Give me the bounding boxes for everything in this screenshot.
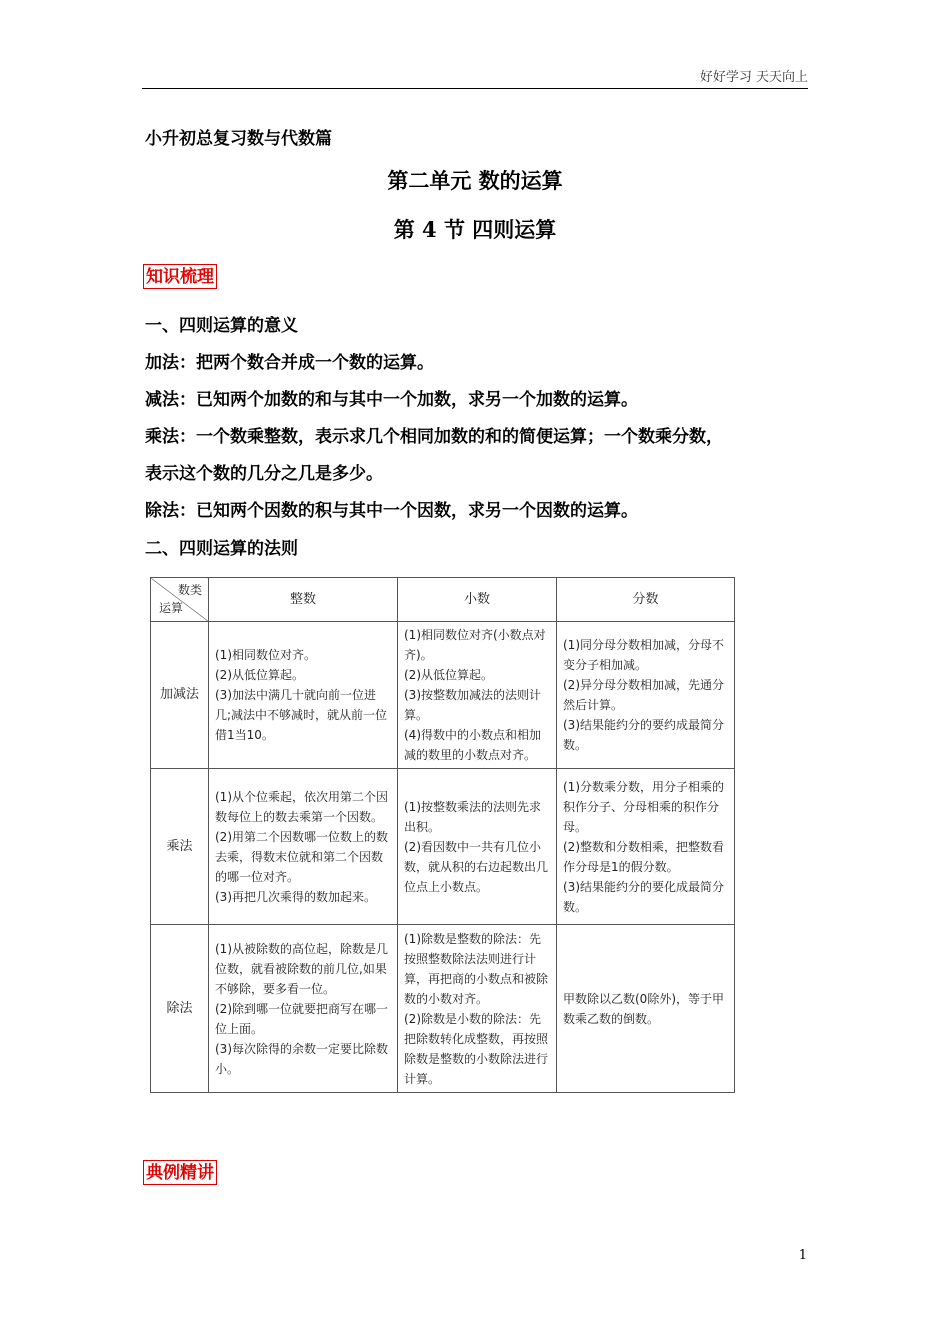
rule-line: (2)异分母分数相加减，先通分然后计算。 — [563, 678, 724, 712]
table-corner-cell — [151, 578, 209, 622]
cell-add-subtract-integer — [209, 622, 398, 769]
addition-definition: 加法：把两个数合并成一个数的运算。 — [145, 353, 434, 373]
rule-line: (3)加法中满几十就向前一位进几;减法中不够减时，就从前一位借1当10。 — [215, 688, 388, 742]
column-header-integer: 整数 — [209, 578, 398, 622]
knowledge-summary-label: 知识梳理 — [143, 264, 217, 289]
cell-multiply-decimal — [398, 769, 557, 925]
cell-divide-integer — [209, 925, 398, 1093]
header-rule — [142, 88, 808, 89]
rule-line: (1)除数是整数的除法：先按照整数除法法则进行计算，再把商的小数点和被除数的小数对齐。 — [404, 931, 549, 1006]
table-header-row — [151, 578, 735, 622]
cell-divide-decimal — [398, 925, 557, 1093]
rule-line: (3)按整数加减法的法则计算。 — [404, 688, 541, 722]
rule-line: (2)除到哪一位就要把商写在哪一位上面。 — [215, 1001, 388, 1036]
rule-line: (2)从低位算起。 — [404, 668, 493, 682]
page-header-text: 好好学习 天天向上 — [699, 70, 808, 85]
rule-line: (2)看因数中一共有几位小数，就从积的右边起数出几位点上小数点。 — [404, 839, 549, 894]
heading-meaning: 一、四则运算的意义 — [145, 316, 298, 336]
heading-rules: 二、四则运算的法则 — [145, 539, 298, 559]
rule-line: (1)相同数位对齐(小数点对齐)。 — [404, 628, 546, 662]
table-row-multiply — [151, 769, 735, 925]
rule-line: 甲数除以乙数(0除外)，等于甲数乘乙数的倒数。 — [563, 991, 724, 1026]
rule-line: (2)从低位算起。 — [215, 668, 304, 682]
cell-multiply-fraction — [557, 769, 735, 925]
section-title: 第 4 节 四则运算 — [393, 217, 557, 242]
rule-line: (1)从个位乘起，依次用第二个因数每位上的数去乘第一个因数。 — [215, 789, 388, 824]
rule-line: (4)得数中的小数点和相加减的数里的小数点对齐。 — [404, 728, 541, 762]
page-number: 1 — [798, 1248, 807, 1263]
cell-divide-fraction — [557, 925, 735, 1093]
rule-line: (2)整数和分数相乘，把整数看作分母是1的假分数。 — [563, 839, 724, 874]
document-subtitle: 小升初总复习数与代数篇 — [145, 129, 332, 149]
table-row-add-subtract — [151, 622, 735, 769]
cell-add-subtract-decimal — [398, 622, 557, 769]
rule-line: (3)每次除得的余数一定要比除数小。 — [215, 1041, 388, 1076]
multiplication-definition-line2: 表示这个数的几分之几是多少。 — [145, 464, 383, 484]
unit-title: 第二单元 数的运算 — [387, 168, 563, 193]
rule-line: (3)结果能约分的要约成最简分数。 — [563, 718, 724, 752]
cell-multiply-integer — [209, 769, 398, 925]
rule-line: (3)结果能约分的要化成最简分数。 — [563, 879, 724, 914]
typical-examples-label: 典例精讲 — [143, 1160, 217, 1185]
multiplication-definition-line1: 乘法：一个数乘整数，表示求几个相同加数的和的简便运算；一个数乘分数， — [145, 427, 723, 447]
row-header-add-subtract: 加减法 — [151, 622, 209, 769]
column-header-decimal: 小数 — [398, 578, 557, 622]
rule-line: (1)按整数乘法的法则先求出积。 — [404, 799, 541, 834]
rule-line: (1)同分母分数相加减，分母不变分子相加减。 — [563, 638, 724, 672]
corner-number-type-label: 数类 — [177, 583, 202, 597]
cell-add-subtract-fraction — [557, 622, 735, 769]
rule-line: (1)相同数位对齐。 — [215, 648, 316, 662]
arithmetic-rules-table — [150, 577, 735, 1093]
row-header-divide: 除法 — [151, 925, 209, 1093]
rule-line: (1)分数乘分数，用分子相乘的积作分子、分母相乘的积作分母。 — [563, 779, 724, 834]
table-row-divide — [151, 925, 735, 1093]
corner-operation-label: 运算 — [159, 601, 184, 615]
rule-line: (1)从被除数的高位起，除数是几位数，就看被除数的前几位,如果不够除，要多看一位。 — [215, 941, 388, 996]
row-header-multiply: 乘法 — [151, 769, 209, 925]
column-header-fraction: 分数 — [557, 578, 735, 622]
division-definition: 除法：已知两个因数的积与其中一个因数，求另一个因数的运算。 — [145, 501, 638, 521]
rule-line: (2)除数是小数的除法：先把除数转化成整数，再按照除数是整数的小数除法进行计算。 — [404, 1011, 549, 1086]
rule-line: (3)再把几次乘得的数加起来。 — [215, 889, 376, 904]
rule-line: (2)用第二个因数哪一位数上的数去乘，得数末位就和第二个因数的哪一位对齐。 — [215, 829, 388, 884]
subtraction-definition: 减法：已知两个加数的和与其中一个加数，求另一个加数的运算。 — [145, 390, 638, 410]
